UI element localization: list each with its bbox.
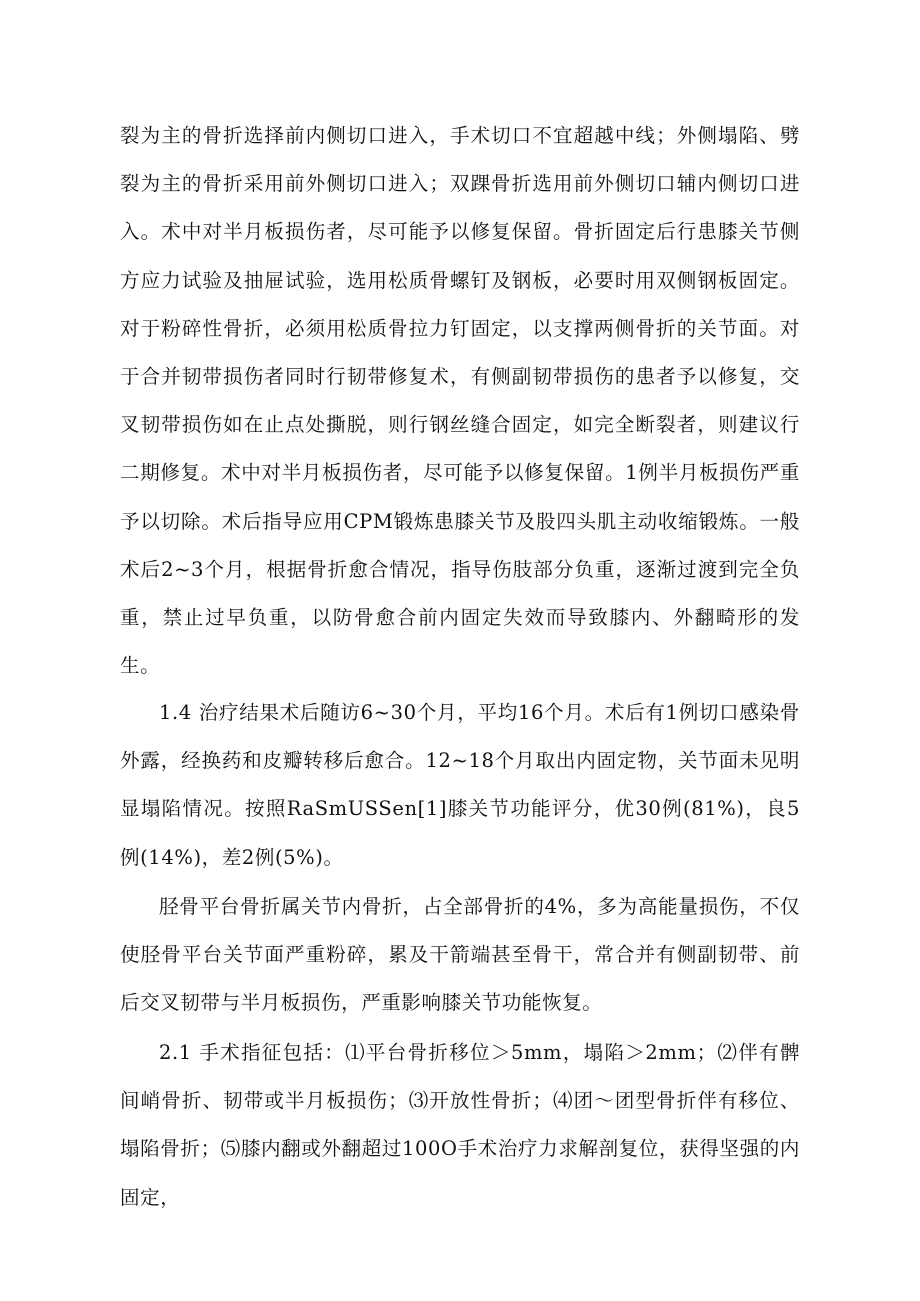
paragraph-treatment-results: 1.4 治疗结果术后随访6~30个月，平均16个月。术后有1例切口感染骨外露，经换药和皮瓣转移后愈合。12~18个月取出内固定物，关节面未见明显塌陷情况。按照RaSmUSSen[1]膝关节功能评分，优30例(81%)，良5例(14%)，差2例(5%)。	[120, 701, 800, 869]
paragraph-surgical-indications: 2.1 手术指征包括：⑴平台骨折移位＞5mm，塌陷＞2mm；⑵伴有髀间峭骨折、韧带或半月板损伤；⑶开放性骨折；⑷团～团型骨折伴有移位、塌陷骨折；⑸膝内翻或外翻超过100O手术治疗力求解剖复位，获得坚强的内固定，	[120, 1041, 800, 1209]
paragraph-surgical-approach: 裂为主的骨折选择前内侧切口进入，手术切口不宜超越中线；外侧塌陷、劈裂为主的骨折采用前外侧切口进入；双踝骨折选用前外侧切口辅内侧切口进入。术中对半月板损伤者，尽可能予以修复保留。骨折固定后行患膝关节侧方应力试验及抽屉试验，选用松质骨螺钉及钢板，必要时用双侧钢板固定。对于粉碎性骨折，必须用松质骨拉力钉固定，以支撑两侧骨折的关节面。对于合并韧带损伤者同时行韧带修复术，有侧副韧带损伤的患者予以修复，交叉韧带损伤如在止点处撕脱，则行钢丝缝合固定，如完全断裂者，则建议行二期修复。术中对半月板损伤者，尽可能予以修复保留。1例半月板损伤严重予以切除。术后指导应用CPM锻炼患膝关节及股四头肌主动收缩锻炼。一般术后2~3个月，根据骨折愈合情况，指导伤肢部分负重，逐渐过渡到完全负重，禁止过早负重，以防骨愈合前内固定失效而导致膝内、外翻畸形的发生。	[120, 124, 800, 678]
paragraph-tibial-plateau-fracture: 胫骨平台骨折属关节内骨折，占全部骨折的4%，多为高能量损伤，不仅使胫骨平台关节面严重粉碎，累及干箭端甚至骨干，常合并有侧副韧带、前后交叉韧带与半月板损伤，严重影响膝关节功能恢复。	[120, 895, 800, 1015]
